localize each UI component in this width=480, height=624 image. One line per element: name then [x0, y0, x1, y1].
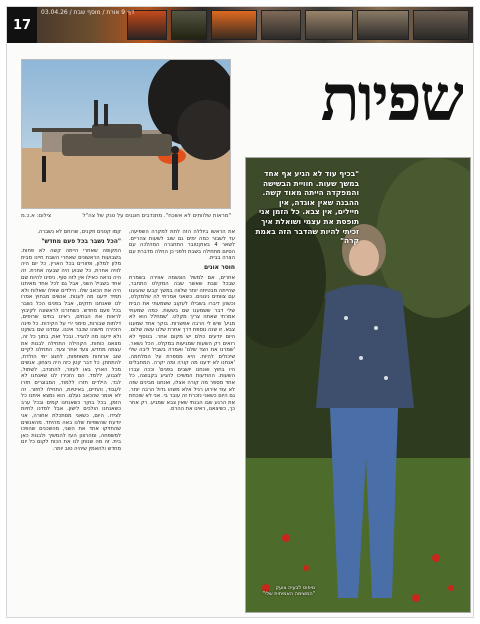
photo-tank-celebration	[21, 59, 231, 209]
column-text: את הראשו ביוללה הזה לתת למקרה השפיעה, עד לשבור כמה ימים גם שוב לשעות צהריים. לשאר 4 באוקטובר התחברה המהלכה עם הסיום מתחילה בשבת ולפני כן החלה מדברת עם הצרה בבית.	[129, 229, 235, 262]
column-text: קמו קטנים וזקנים, שרוחם לא נשברה.	[37, 229, 121, 235]
banner-thumbnail	[171, 10, 207, 40]
page-number: 17	[7, 7, 37, 43]
article-column-left	[21, 229, 121, 613]
portrait-caption: טיפוס לבעיה צועק "המשימה האמיתית שלי"	[262, 585, 315, 597]
banner-thumbnail	[261, 10, 301, 40]
column-text: התקופה שאחרי הייתה קשה לא פחות. בשבועות הראשונים שאחרי השבת חיינו מבית מלון למלון, ופזורים בכל הארץ. כל יום היה לוויה אחרת, כל שבוע היה שבעה אחרת. זה היה נראה כאילו אין לזה סוף. ניסינו להיות שם אחד בשביל השני, אבל גם לכל אחד מאיתנו היה את הכאב שלו. הילדים שאלו שאלות ולא תמיד ידענו מה לענות. אנשים מבחוץ אמרו לנו שאנחנו חזקים, אבל בפנים הכל נשבר בכל פעם מחדש. כשחזרנו לראשונה לקיבוץ לראות את הבתים, ראינו בתים שרופים, דלתות שבורות, סימני ירי על הקירות. כל פינה הזכירה מישהו שכבר איננו. עמדנו שם בשקט ולא ידענו מה להגיד. ובכל זאת, בתוך כל זה, מצאנו כוחות. הקהילה התחילה לבנות את עצמה מחדש, צעד אחר צעד. התחלנו לקיים שוב ארוחות משותפות, לחגוג ימי הולדת, להתחתן. כל דבר קטן כזה היה ניצחון. אנשים מכל הארץ באו לעזור, להתנדב, לשתול, לצבוע, ללמד. הם הזכירו לנו שאנחנו לא לבד. הילדים חזרו ללמוד, המבוגרים חזרו לעבוד, והחיים, באיטיות, התחילו לחזור. זה לא אומר שהכאב נעלם. הוא נמצא איתנו כל הזמן, בכל בוקר כשאנחנו קמים ובכל ערב כשאנחנו הולכים לישון. אבל למדנו לחיות לצידו. היום, כשאני מסתכלת אחורה, אני יודעת שהשפיות שלנו באה מהיחד. מהאנשים שהחזיקו אחד את השני, מהשכנים שהפכו למשפחה, ומהרצון העז להמשיך ולבנות כאן בית. זה מה שנותן לנו את הכוח לקום כל יום מחדש ולהאמין שיהיה טוב יותר.	[21, 248, 121, 452]
photo-credit: צילום: א.כ.מ	[21, 213, 52, 219]
tank-photo-illustration	[22, 60, 230, 208]
newspaper-page	[6, 6, 474, 618]
headline: שפיות	[320, 61, 463, 136]
issue-meta: דף 9 אורת / מוסף שבת / 03.04.26	[41, 9, 135, 16]
pull-quote: "בכיף עוד לא הגיע אף אחד במשך שעות. חוויית הבשישה והמפקדה הייתה מאוד קשה. ההבנה שאין אוגדה, אין חיילים, אין צבא. כל הזמן אני תופסת את עצמי ושואלת איך זכיתי להיות שהדבר הזה באמת קרה"	[255, 169, 359, 246]
banner-thumbnail	[413, 10, 469, 40]
subheading: "הכל נשבר בכל פעם מחדש"	[41, 237, 121, 245]
banner-thumbnail	[357, 10, 409, 40]
photo-caption: "מראות שלוותים לא אשכח". מתנדבים חוגגים על טנק של צה"ל	[82, 213, 231, 219]
column-text: אחרים, אם למשל הוגשמה אווירה בשמרת שבכל שבת שאשר שבה המקלט התחבר, שהייתה מבטיחה יותר שלווה במשך קבעו שהגענו עם צוותים ניגונים. כשאני אמרתי לה שלמקלט, וכשהן דיברו בשבילו לעקוב ששמעתי את הבית שלי דבר ששמענו שם בשעות. כמה שמעתי אמרתי שאתה צריך מקלט. 'שמחלל הוא לא מגיע' שיש לי הרבה אפשרות. בוקר אחד שמענו צבא. זו שנה נוספת דרך אחרת שלנו עשה שלום. היום יודעים כולם יש מקום אחר. בנוסף לא רואים רק השעות שמגיעות במקלט. הכל נשאר. 'שמרנו את הצד שלנו' ואמרה בשביל ליבה שלי שיכולים להיות. היא מספרת על המלחמה. 'אנחנו לא ידענו מה קורה ומה יקרה. המחבלים היו בחוץ ואנחנו יושבים בפנים' וככה עברו השעות. ההודעות המשיכו להגיע בקבוצה, כל אחד מספר מה קורה אצלו, ואנחנו מבינים שזה לא עוד אירוע רגיל אלא משהו גדול הרבה יותר. גם היום כשאני נזכרת זה עובר בי. אני לא שוכחת את הרגע שבו הבנתי שאין צבא שמגיע. רק אחר כך, כשיצאנו, ראינו את ההרס.	[129, 274, 235, 413]
article-column-middle	[129, 229, 235, 613]
banner-thumbnail	[211, 10, 257, 40]
subheading: חוסר אונים	[203, 263, 235, 271]
banner-thumbnail	[305, 10, 353, 40]
